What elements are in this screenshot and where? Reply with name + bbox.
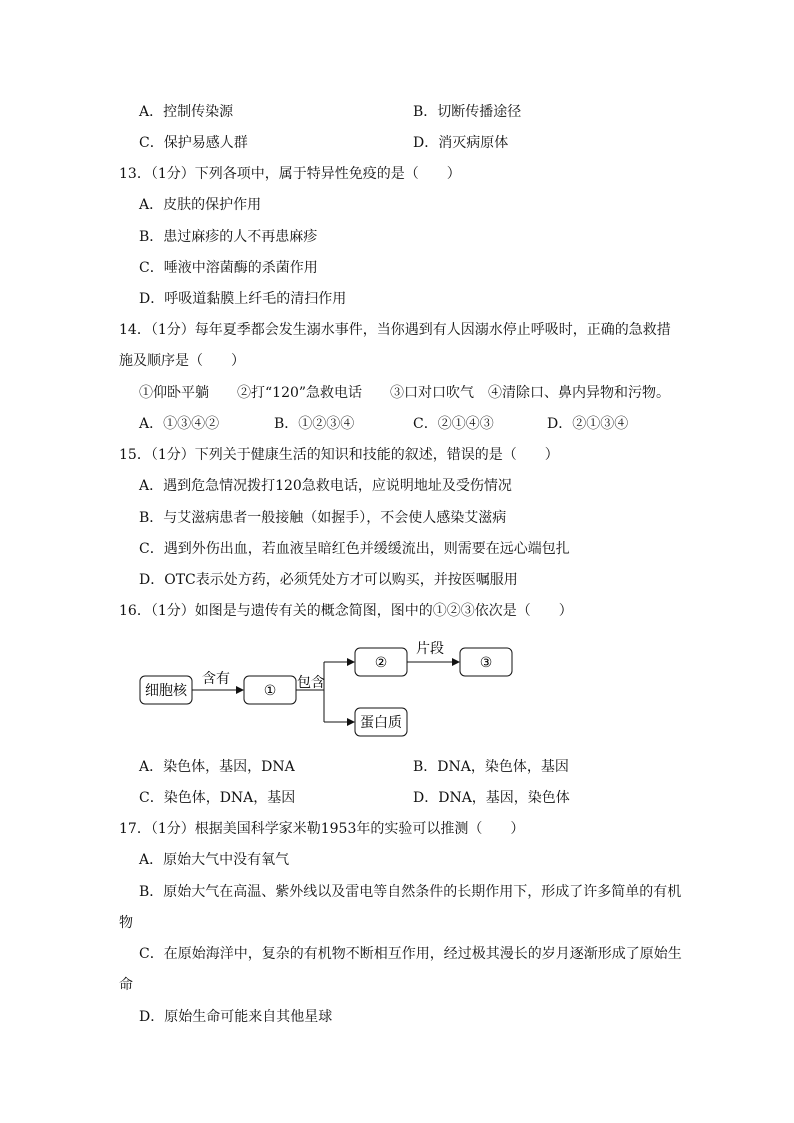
q15-option-c: C．遇到外伤出血，若血液呈暗红色并缓缓流出，则需要在远心端包扎 bbox=[139, 541, 570, 557]
q12-option-b: B．切断传播途径 bbox=[413, 104, 522, 120]
q16-option-a: A．染色体，基因，DNA bbox=[139, 759, 295, 775]
q17-option-b-line1: B．原始大气在高温、紫外线以及雷电等自然条件的长期作用下，形成了许多简单的有机 bbox=[139, 884, 682, 900]
q13-stem: 13．（1分）下列各项中，属于特异性免疫的是（ ） bbox=[119, 166, 461, 182]
q12-option-a: A．控制传染源 bbox=[139, 104, 234, 120]
q16-option-c: C．染色体，DNA，基因 bbox=[139, 790, 296, 806]
node-2-label: ② bbox=[374, 655, 388, 671]
q14-stem-line1: 14．（1分）每年夏季都会发生溺水事件，当你遇到有人因溺水停止呼吸时，正确的急救措 bbox=[119, 322, 671, 338]
edge-contains-label: 含有 bbox=[202, 671, 230, 687]
q17-option-b-line2: 物 bbox=[119, 915, 133, 931]
q17-option-c-line1: C．在原始海洋中，复杂的有机物不断相互作用，经过极其漫长的岁月逐渐形成了原始生 bbox=[139, 946, 682, 962]
q13-option-c: C．唾液中溶菌酶的杀菌作用 bbox=[139, 260, 318, 276]
node-3-label: ③ bbox=[479, 655, 493, 671]
q17-option-a: A．原始大气中没有氧气 bbox=[139, 852, 290, 868]
q14-option-c: C．②①④③ bbox=[413, 416, 494, 432]
q12-option-c: C．保护易感人群 bbox=[139, 135, 248, 151]
q12-option-d: D．消灭病原体 bbox=[413, 135, 509, 151]
q14-option-a: A．①③④② bbox=[139, 416, 220, 432]
q16-stem: 16．（1分）如图是与遗传有关的概念简图，图中的①②③依次是（ ） bbox=[119, 603, 573, 619]
node-nucleus-label: 细胞核 bbox=[145, 683, 187, 699]
q14-option-d: D．②①③④ bbox=[547, 416, 629, 432]
edge-includes-label: 包含 bbox=[297, 675, 325, 691]
q16-option-d: D．DNA，基因，染色体 bbox=[413, 790, 570, 806]
q13-option-b: B．患过麻疹的人不再患麻疹 bbox=[139, 229, 318, 245]
q15-option-d: D．OTC表示处方药，必须凭处方才可以购买，并按医嘱服用 bbox=[139, 572, 518, 588]
edge-segment-label: 片段 bbox=[416, 641, 444, 657]
genetics-concept-diagram bbox=[0, 630, 794, 750]
q17-option-c-line2: 命 bbox=[119, 977, 133, 993]
node-1-label: ① bbox=[263, 683, 277, 699]
node-protein-label: 蛋白质 bbox=[360, 715, 402, 731]
q13-option-a: A．皮肤的保护作用 bbox=[139, 197, 262, 213]
q14-option-b: B．①②③④ bbox=[274, 416, 355, 432]
q14-stem-line2: 施及顺序是（ ） bbox=[119, 353, 245, 369]
q13-option-d: D．呼吸道黏膜上纤毛的清扫作用 bbox=[139, 291, 347, 307]
q17-stem: 17．（1分）根据美国科学家米勒1953年的实验可以推测（ ） bbox=[119, 821, 525, 837]
q15-stem: 15．（1分）下列关于健康生活的知识和技能的叙述，错误的是（ ） bbox=[119, 447, 559, 463]
q16-option-b: B．DNA，染色体，基因 bbox=[413, 759, 569, 775]
q15-option-b: B．与艾滋病患者一般接触（如握手），不会使人感染艾滋病 bbox=[139, 510, 507, 526]
q15-option-a: A．遇到危急情况拨打120急救电话，应说明地址及受伤情况 bbox=[139, 478, 512, 494]
q14-steps: ①仰卧平躺 ②打“120”急救电话 ③口对口吹气 ④清除口、鼻内异物和污物。 bbox=[139, 385, 671, 401]
q17-option-d: D．原始生命可能来自其他星球 bbox=[139, 1009, 333, 1025]
